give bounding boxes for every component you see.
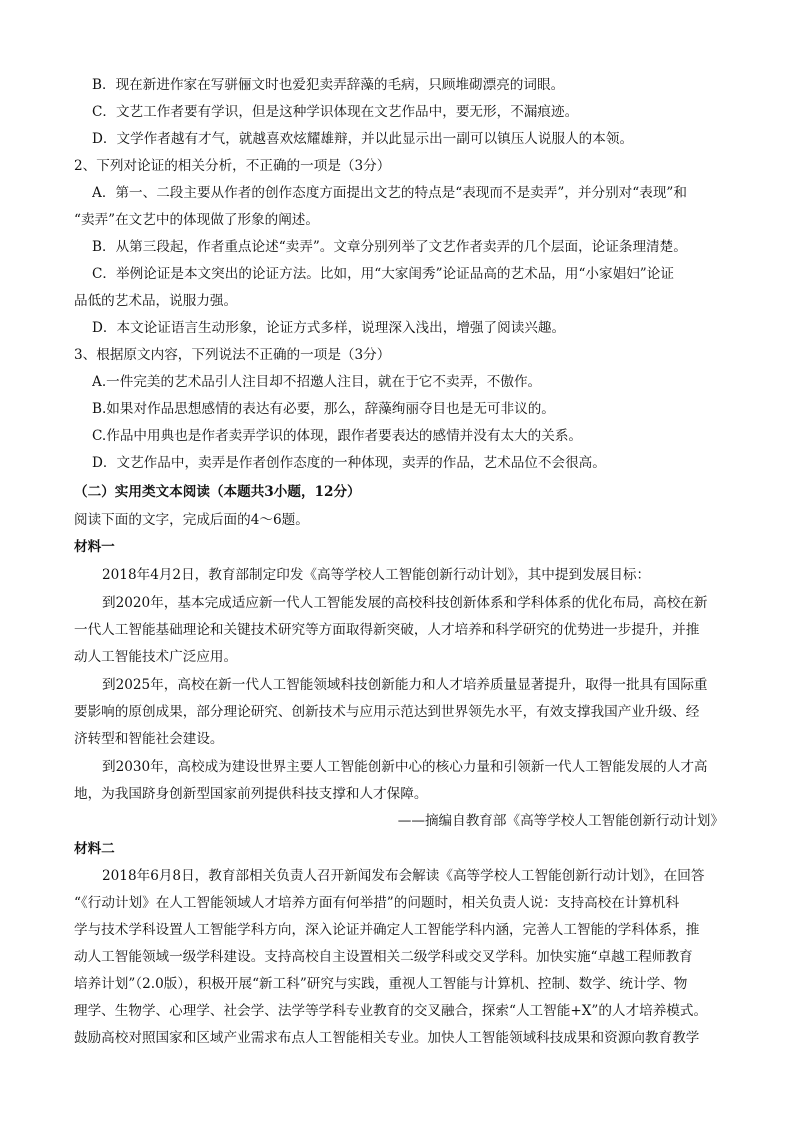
material2-line6: 理学、生物学、心理学、社会学、法学等学科专业教育的交叉融合，探索“人工智能+X”的人才培养模式。 [74,1003,708,1019]
material2-line5: 培养计划”（2.0版），积极开展“新工科”研究与实践，重视人工智能与计算机、控制、数学、统计学、物 [74,976,688,992]
q2-option-c-line1: C．举例论证是本文突出的论证方法。比如，用“大家闺秀”论证品高的艺术品，用“小家娼妇”论证 [92,266,674,282]
material1-para4-line1: 到2030年，高校成为建设世界主要人工智能创新中心的核心力量和引领新一代人工智能发展的人才高 [102,759,708,775]
q3-option-b: B.如果对作品思想感情的表达有必要，那么，辞藻绚丽夺目也是无可非议的。 [92,401,555,417]
material1-para3-line2: 要影响的原创成果，部分理论研究、创新技术与应用示范达到世界领先水平，有效支撑我国产业升级、经 [74,704,700,720]
material2-line1: 2018年6月8日，教育部相关负责人召开新闻发布会解读《高等学校人工智能创新行动计划》，在回答 [102,868,705,884]
q2-option-b: B．从第三段起，作者重点论述“卖弄”。文章分别列举了文艺作者卖弄的几个层面，论证条理清楚。 [92,239,687,255]
q2-option-a-line1: A．第一、二段主要从作者的创作态度方面提出文艺的特点是“表现而不是卖弄”，并分别对“表现”和 [92,185,687,201]
q3-option-a: A.一件完美的艺术品引人注目却不招邀人注目，就在于它不卖弄，不傲作。 [92,374,542,390]
q1-option-d: D．文学作者越有才气，就越喜欢炫耀雄辩，并以此显示出一副可以镇压人说服人的本领。 [92,131,634,147]
q2-option-d: D．本文论证语言生动形象，论证方式多样，说理深入浅出，增强了阅读兴趣。 [92,320,566,336]
material2-line2: “《行动计划》在人工智能领域人才培养方面有何举措”的问题时，相关负责人说：支持高校在计算机科 [74,895,680,911]
q3-option-c: C.作品中用典也是作者卖弄学识的体现，跟作者要表达的感情并没有太大的关系。 [92,428,583,444]
material1-para2-line1: 到2020年，基本完成适应新一代人工智能发展的高校科技创新体系和学科体系的优化布局，高校在新 [102,595,708,611]
material1-para4-line2: 地，为我国跻身创新型国家前列提供科技支撑和人才保障。 [74,786,428,802]
q1-option-b: B．现在新进作家在写骈俪文时也爱犯卖弄辞藻的毛病，只顾堆砌漂亮的词眼。 [92,77,565,93]
q3-stem: 3、根据原文内容，下列说法不正确的一项是（3分） [74,347,391,363]
material2-line4: 动人工智能领域一级学科建设。支持高校自主设置相关二级学科或交叉学科。加快实施“卓越工程师教育 [74,949,693,965]
material2-title: 材料二 [74,841,115,857]
material1-para1: 2018年4月2日，教育部制定印发《高等学校人工智能创新行动计划》，其中提到发展目标： [102,567,651,583]
q2-stem: 2、下列对论证的相关分析，不正确的一项是（3分） [74,158,391,174]
material1-para3-line1: 到2025年，高校在新一代人工智能领域科技创新能力和人才培养质量显著提升，取得一批具有国际重 [102,677,708,693]
material1-source: ——摘编自教育部《高等学校人工智能创新行动计划》 [397,813,724,829]
material1-para2-line3: 动人工智能技术广泛应用。 [74,649,238,665]
material1-title: 材料一 [74,539,115,555]
q2-option-c-line2: 品低的艺术品，说服力强。 [74,293,238,309]
q3-option-d: D．文艺作品中，卖弄是作者创作态度的一种体现，卖弄的作品，艺术品位不会很高。 [92,455,606,471]
material1-para2-line2: 一代人工智能基础理论和关键技术研究等方面取得新突破，人才培养和科学研究的优势进一步提升，并推 [74,622,700,638]
material2-line7: 鼓励高校对照国家和区域产业需求布点人工智能相关专业。加快人工智能领域科技成果和资源向教育教学 [74,1030,700,1046]
q1-option-c: C．文艺工作者要有学识，但是这种学识体现在文艺作品中，要无形，不漏痕迹。 [92,104,579,120]
q2-option-a-line2: “卖弄”在文艺中的体现做了形象的阐述。 [74,212,319,228]
section-heading: （二）实用类文本阅读（本题共3小题，12分） [74,484,361,500]
section-instruction: 阅读下面的文字，完成后面的4～6题。 [74,512,309,528]
material1-para3-line3: 济转型和智能社会建设。 [74,731,224,747]
material2-line3: 学与技术学科设置人工智能学科方向，深入论证并确定人工智能学科内涵，完善人工智能的学科体系，推 [74,922,700,938]
